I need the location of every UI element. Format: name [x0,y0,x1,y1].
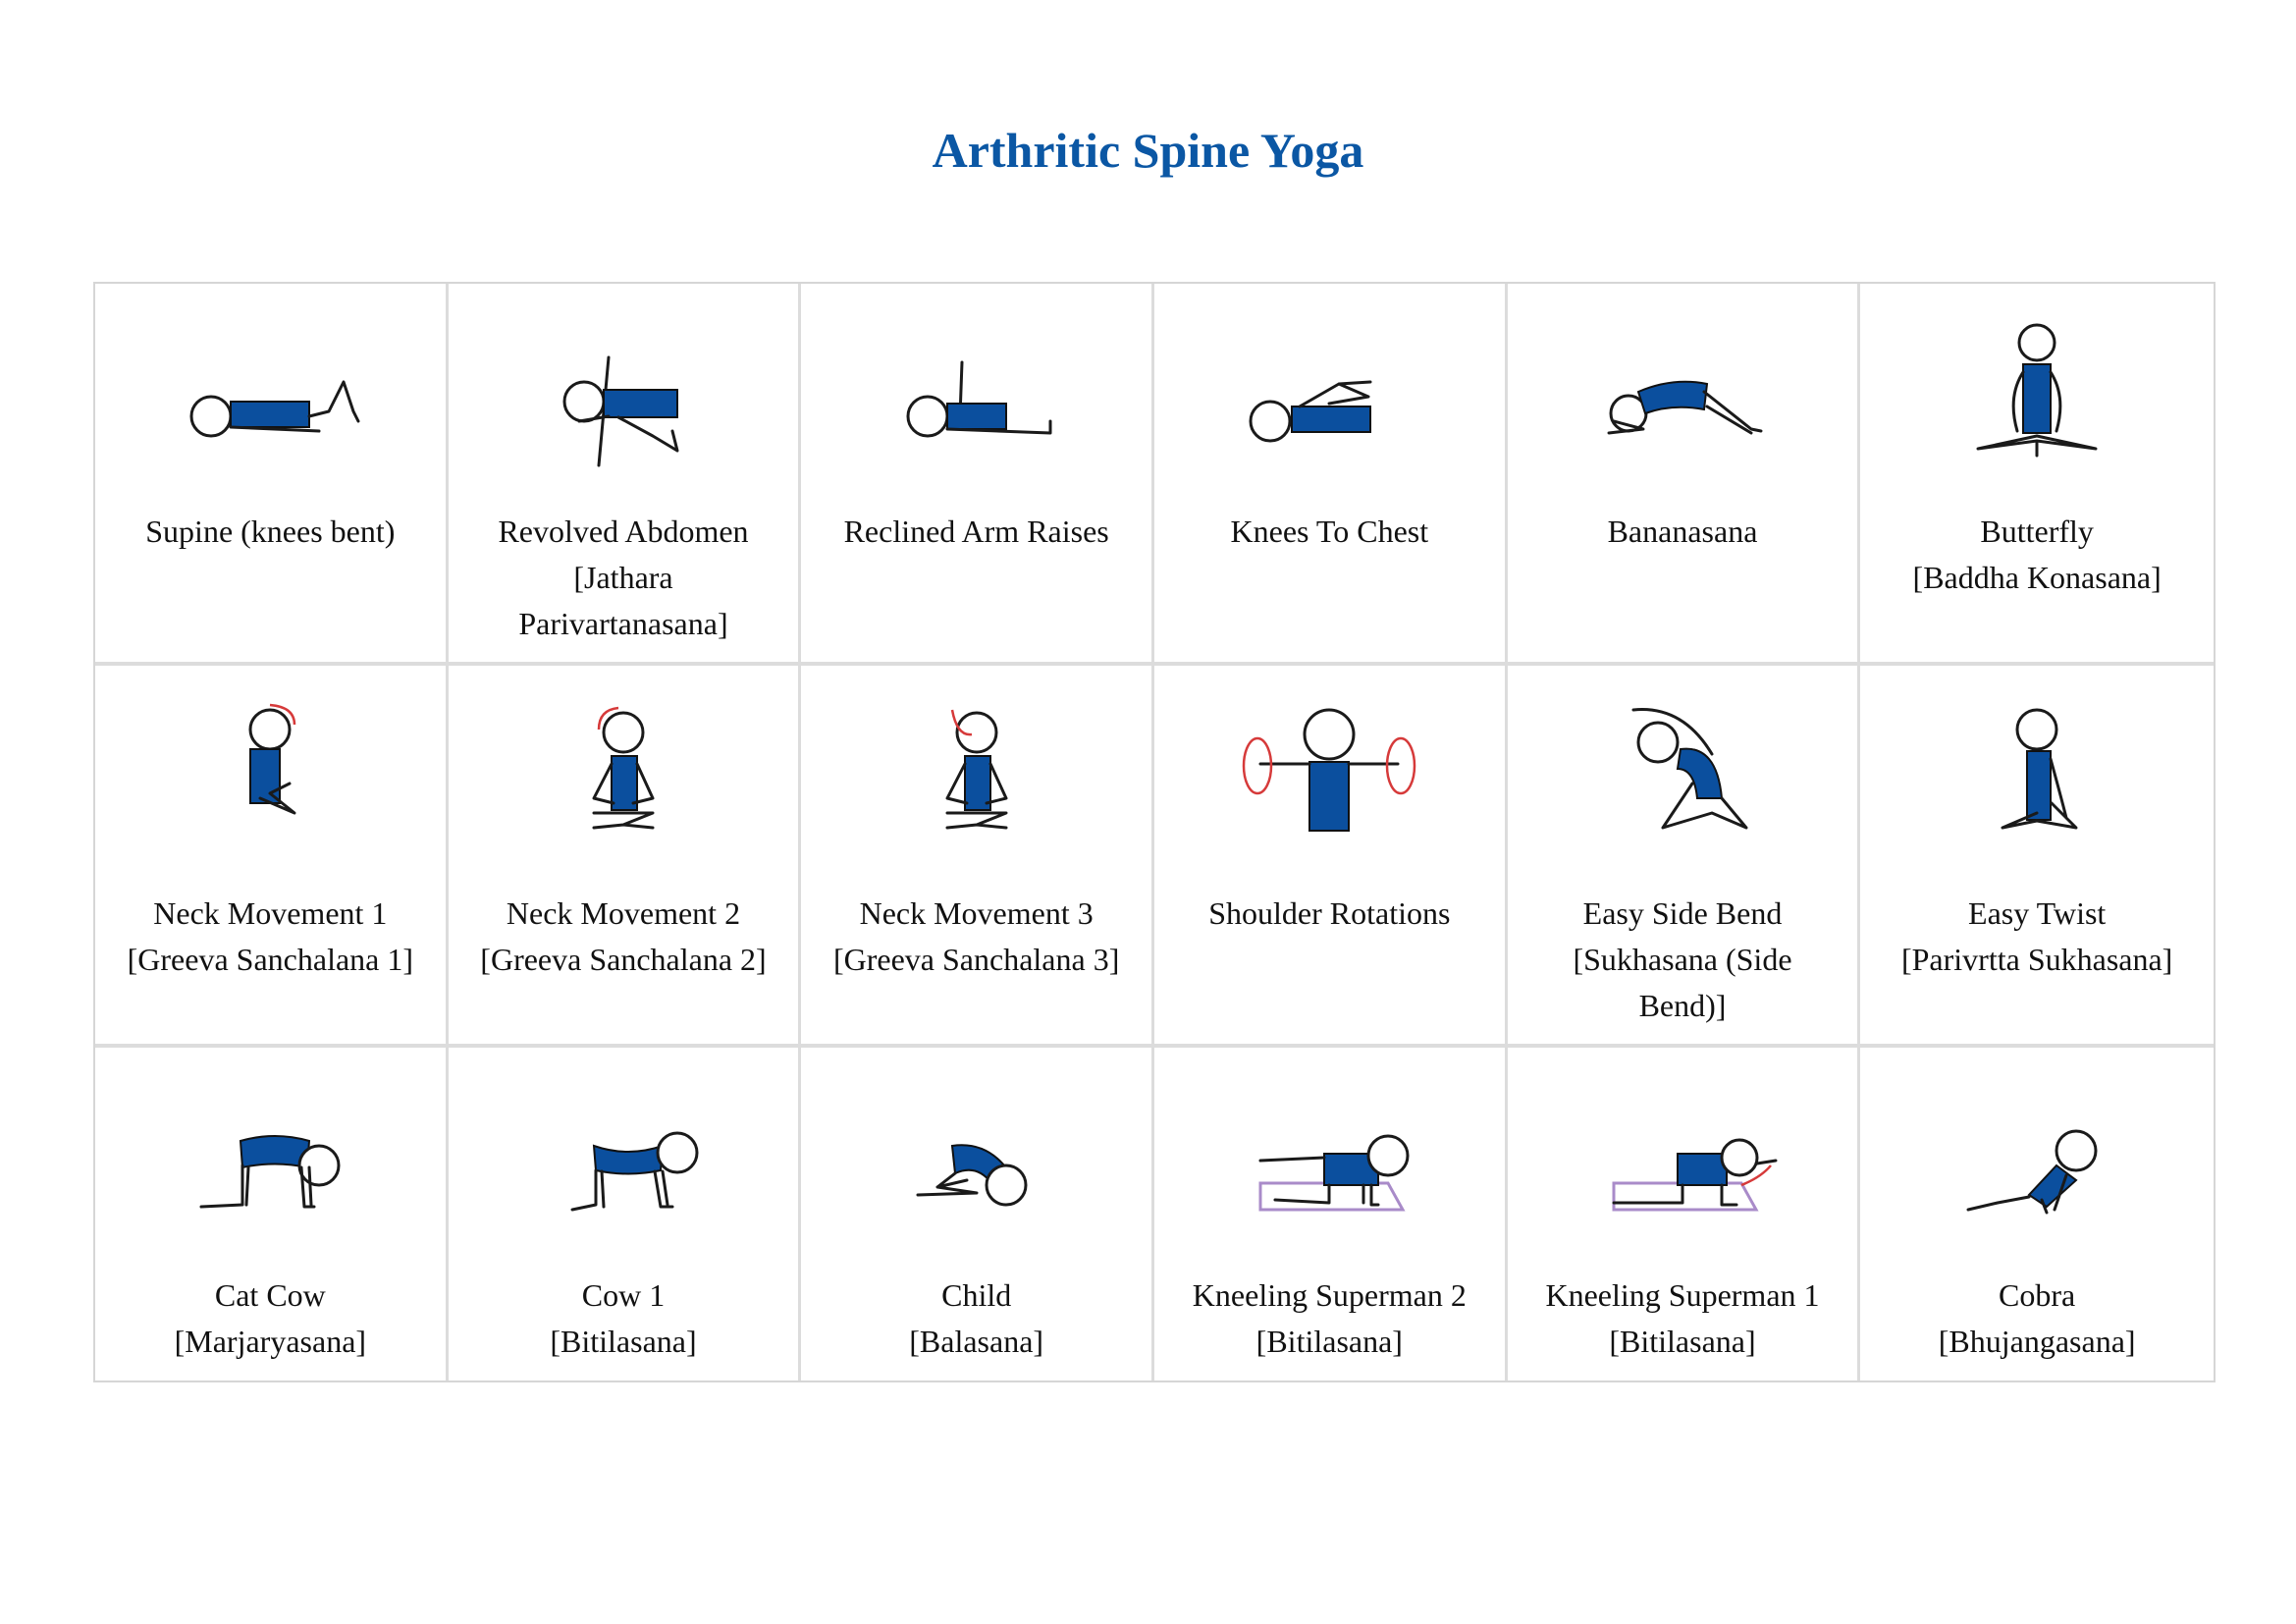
pose-caption-line: [Greeva Sanchalana 1] [127,942,414,977]
pose-caption-line: Neck Movement 1 [153,895,388,931]
pose-caption-line: [Bitilasana] [1609,1324,1756,1359]
supine-knees-bent-figure [172,323,368,470]
reclined-arm-raises-figure [879,323,1075,470]
cobra-figure [1939,1087,2135,1234]
pose-caption-line: Neck Movement 2 [506,895,741,931]
pose-cell [801,1048,1154,1380]
pose-caption-line: [Greeva Sanchalana 2] [480,942,767,977]
pose-caption-line: [Baddha Konasana] [1912,560,2162,595]
pose-caption-line: Supine (knees bent) [145,514,396,549]
pose-caption-line: [Bitilasana] [550,1324,697,1359]
pose-caption [1870,509,2204,601]
kneeling-superman-2-figure [1231,1087,1427,1234]
page-title: Arthritic Spine Yoga [932,123,1364,178]
pose-caption-line: Knees To Chest [1230,514,1429,549]
pose-caption-line: [Greeva Sanchalana 3] [832,942,1120,977]
pose-cell [1508,284,1861,666]
pose-cell [449,284,802,666]
pose-caption [1518,891,1848,1029]
cow-1-figure [525,1087,721,1234]
shoulder-rotations-figure [1231,705,1427,852]
pose-caption [1164,509,1495,555]
pose-caption [105,891,436,983]
pose-caption-line: Reclined Arm Raises [843,514,1109,549]
pose-cell [801,284,1154,666]
pose-cell [95,1048,449,1380]
pose-caption-line: [Bitilasana] [1255,1324,1403,1359]
pose-caption [1164,1272,1495,1365]
pose-caption [1870,1272,2204,1365]
revolved-abdomen-figure [525,323,721,470]
pose-caption-line: Cat Cow [214,1277,326,1313]
pose-cell [449,1048,802,1380]
pose-caption-line: Neck Movement 3 [859,895,1094,931]
bananasana-figure [1584,323,1781,470]
pose-caption-line: [Balasana] [909,1324,1044,1359]
pose-cell [1154,1048,1508,1380]
pose-caption [1164,891,1495,937]
pose-cell [1860,666,2214,1048]
pose-caption [811,509,1142,555]
pose-caption [1518,509,1848,555]
pose-caption [1870,891,2204,983]
pose-cell [1154,284,1508,666]
child-figure [879,1087,1075,1234]
pose-caption [458,1272,789,1365]
butterfly-figure [1939,323,2135,470]
pose-caption-line: Easy Side Bend [1582,895,1783,931]
pose-caption-line: Child [941,1277,1012,1313]
pose-caption [458,509,789,647]
pose-cell [1860,1048,2214,1380]
pose-caption-line: Parivartanasana] [518,606,728,641]
pose-cell [95,666,449,1048]
pose-caption-line: Kneeling Superman 2 [1192,1277,1467,1313]
neck-movement-2-figure [525,705,721,852]
pose-caption [811,891,1142,983]
pose-caption-line: Cobra [1999,1277,2076,1313]
pose-cell [801,666,1154,1048]
neck-movement-3-figure [879,705,1075,852]
pose-caption-line: Kneeling Superman 1 [1545,1277,1820,1313]
pose-caption-line: Bend)] [1638,988,1727,1023]
pose-caption-line: Cow 1 [581,1277,666,1313]
easy-twist-figure [1939,705,2135,852]
neck-movement-1-figure [172,705,368,852]
pose-caption-line: [Parivrtta Sukhasana] [1900,942,2173,977]
pose-caption-line: Shoulder Rotations [1208,895,1451,931]
pose-caption-line: [Jathara [573,560,673,595]
pose-caption-line: Easy Twist [1968,895,2107,931]
pose-cell [1860,284,2214,666]
pose-cell [1154,666,1508,1048]
kneeling-superman-1-figure [1584,1087,1781,1234]
knees-to-chest-figure [1231,323,1427,470]
pose-cell [1508,666,1861,1048]
pose-caption [811,1272,1142,1365]
cat-cow-figure [172,1087,368,1234]
easy-side-bend-figure [1584,705,1781,852]
pose-caption-line: [Marjaryasana] [174,1324,367,1359]
pose-cell [449,666,802,1048]
pose-grid [93,282,2216,1382]
pose-caption-line: Butterfly [1980,514,2094,549]
pose-caption [458,891,789,983]
pose-caption-line: Revolved Abdomen [498,514,749,549]
pose-caption [1518,1272,1848,1365]
pose-caption [105,509,436,555]
pose-caption-line: Bananasana [1607,514,1758,549]
pose-caption-line: [Bhujangasana] [1938,1324,2136,1359]
pose-cell [1508,1048,1861,1380]
pose-caption [105,1272,436,1365]
pose-cell [95,284,449,666]
pose-caption-line: [Sukhasana (Side [1573,942,1792,977]
